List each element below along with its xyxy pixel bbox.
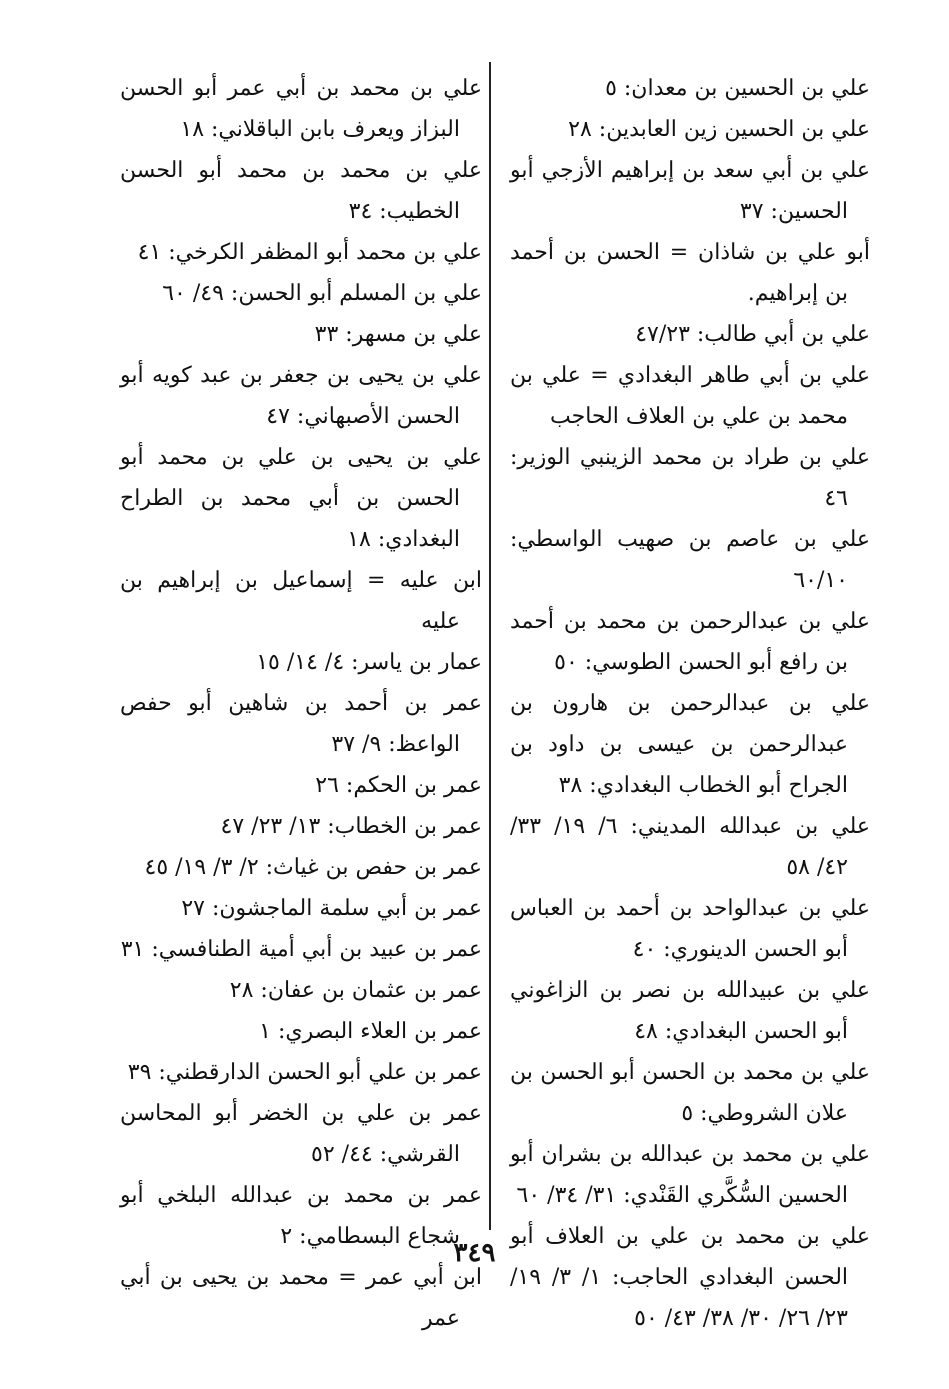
index-entry: علي بن يحيى بن جعفر بن عبد كويه أبو الحسن الأصبهاني: ٤٧ [120,363,482,429]
index-entry: علي بن عبدالرحمن بن هارون بن عبدالرحمن بن عيسى بن داود بن الجراح أبو الخطاب البغدادي: ٣٨ [510,691,870,798]
index-entry: عمر بن علي أبو الحسن الدارقطني: ٣٩ [127,1060,482,1085]
index-entry: عمر بن العلاء البصري: ١ [259,1019,482,1044]
right-column [510,68,870,1339]
index-entry: علي بن يحيى بن علي بن محمد أبو الحسن بن أبي محمد بن الطراح البغدادي: ١٨ [120,445,482,552]
index-entry: عمر بن محمد بن عبدالله البلخي أبو شجاع البسطامي: ٢ [120,1183,482,1249]
index-entry: عمر بن عبيد بن أبي أمية الطنافسي: ٣١ [120,937,482,962]
index-entry: علي بن أبي طاهر البغدادي = علي بن محمد بن علي بن العلاف الحاجب [510,363,870,429]
index-entry: عمار بن ياسر: ٤/ ١٤/ ١٥ [256,650,482,675]
index-entry: علي بن محمد أبو المظفر الكرخي: ٤١ [137,240,482,265]
index-entry: عمر بن أبي سلمة الماجشون: ٢٧ [181,896,482,921]
column-divider [489,62,491,1230]
index-entry: علي بن محمد بن علي بن العلاف أبو الحسن البغدادي الحاجب: ١/ ٣/ ١٩/ ٢٣/ ٢٦/ ٣٠/ ٣٨/ ٤٣/ ٥٠ [510,1224,870,1331]
index-entry: علي بن محمد بن الحسن أبو الحسن بن علان الشروطي: ٥ [510,1060,870,1126]
index-entry: أبو علي بن شاذان = الحسن بن أحمد بن إبراهيم. [510,240,870,306]
index-entry: عمر بن أحمد بن شاهين أبو حفص الواعظ: ٩/ ٣٧ [120,691,482,757]
index-entry: علي بن طراد بن محمد الزينبي الوزير: ٤٦ [510,445,870,511]
index-entry: علي بن محمد بن محمد أبو الحسن الخطيب: ٣٤ [120,158,482,224]
index-entry: علي بن محمد بن أبي عمر أبو الحسن البزاز ويعرف بابن الباقلاني: ١٨ [120,76,482,142]
index-entry: علي بن أبي طالب: ٤٧/٢٣ [635,322,870,347]
index-entry: علي بن الحسين بن معدان: ٥ [605,76,870,101]
index-entry: علي بن المسلم أبو الحسن: ٤٩/ ٦٠ [162,281,482,306]
index-entry: عمر بن الحكم: ٢٦ [315,773,482,798]
index-entry: علي بن مسهر: ٣٣ [314,322,482,347]
left-column [120,68,482,1339]
page-number: ٣٤٩ [453,1238,496,1268]
index-entry: علي بن الحسين زين العابدين: ٢٨ [568,117,870,142]
index-entry: علي بن محمد بن عبدالله بن بشران أبو الحسين السُّكَّري القَنْدي: ٣١/ ٣٤/ ٦٠ [510,1142,870,1208]
index-entry: علي بن أبي سعد بن إبراهيم الأزجي أبو الحسين: ٣٧ [510,158,870,224]
index-entry: عمر بن علي بن الخضر أبو المحاسن القرشي: ٤٤/ ٥٢ [120,1101,482,1167]
index-entry: علي بن عبدالرحمن بن محمد بن أحمد بن رافع أبو الحسن الطوسي: ٥٠ [510,609,870,675]
index-entry: عمر بن حفص بن غياث: ٢/ ٣/ ١٩/ ٤٥ [144,855,482,880]
index-entry: علي بن عبيدالله بن نصر بن الزاغوني أبو الحسن البغدادي: ٤٨ [510,978,870,1044]
index-entry: علي بن عبدالله المديني: ٦/ ١٩/ ٣٣/ ٤٢/ ٥٨ [510,814,871,880]
index-entry: ابن أبي عمر = محمد بن يحيى بن أبي عمر [120,1265,482,1331]
index-entry: ابن عليه = إسماعيل بن إبراهيم بن عليه [120,568,482,634]
index-entry: عمر بن عثمان بن عفان: ٢٨ [229,978,482,1003]
index-entry: علي بن عاصم بن صهيب الواسطي: ٦٠/١٠ [510,527,870,593]
index-entry: علي بن عبدالواحد بن أحمد بن العباس أبو الحسن الدينوري: ٤٠ [510,896,870,962]
index-entry: عمر بن الخطاب: ١٣/ ٢٣/ ٤٧ [220,814,482,839]
